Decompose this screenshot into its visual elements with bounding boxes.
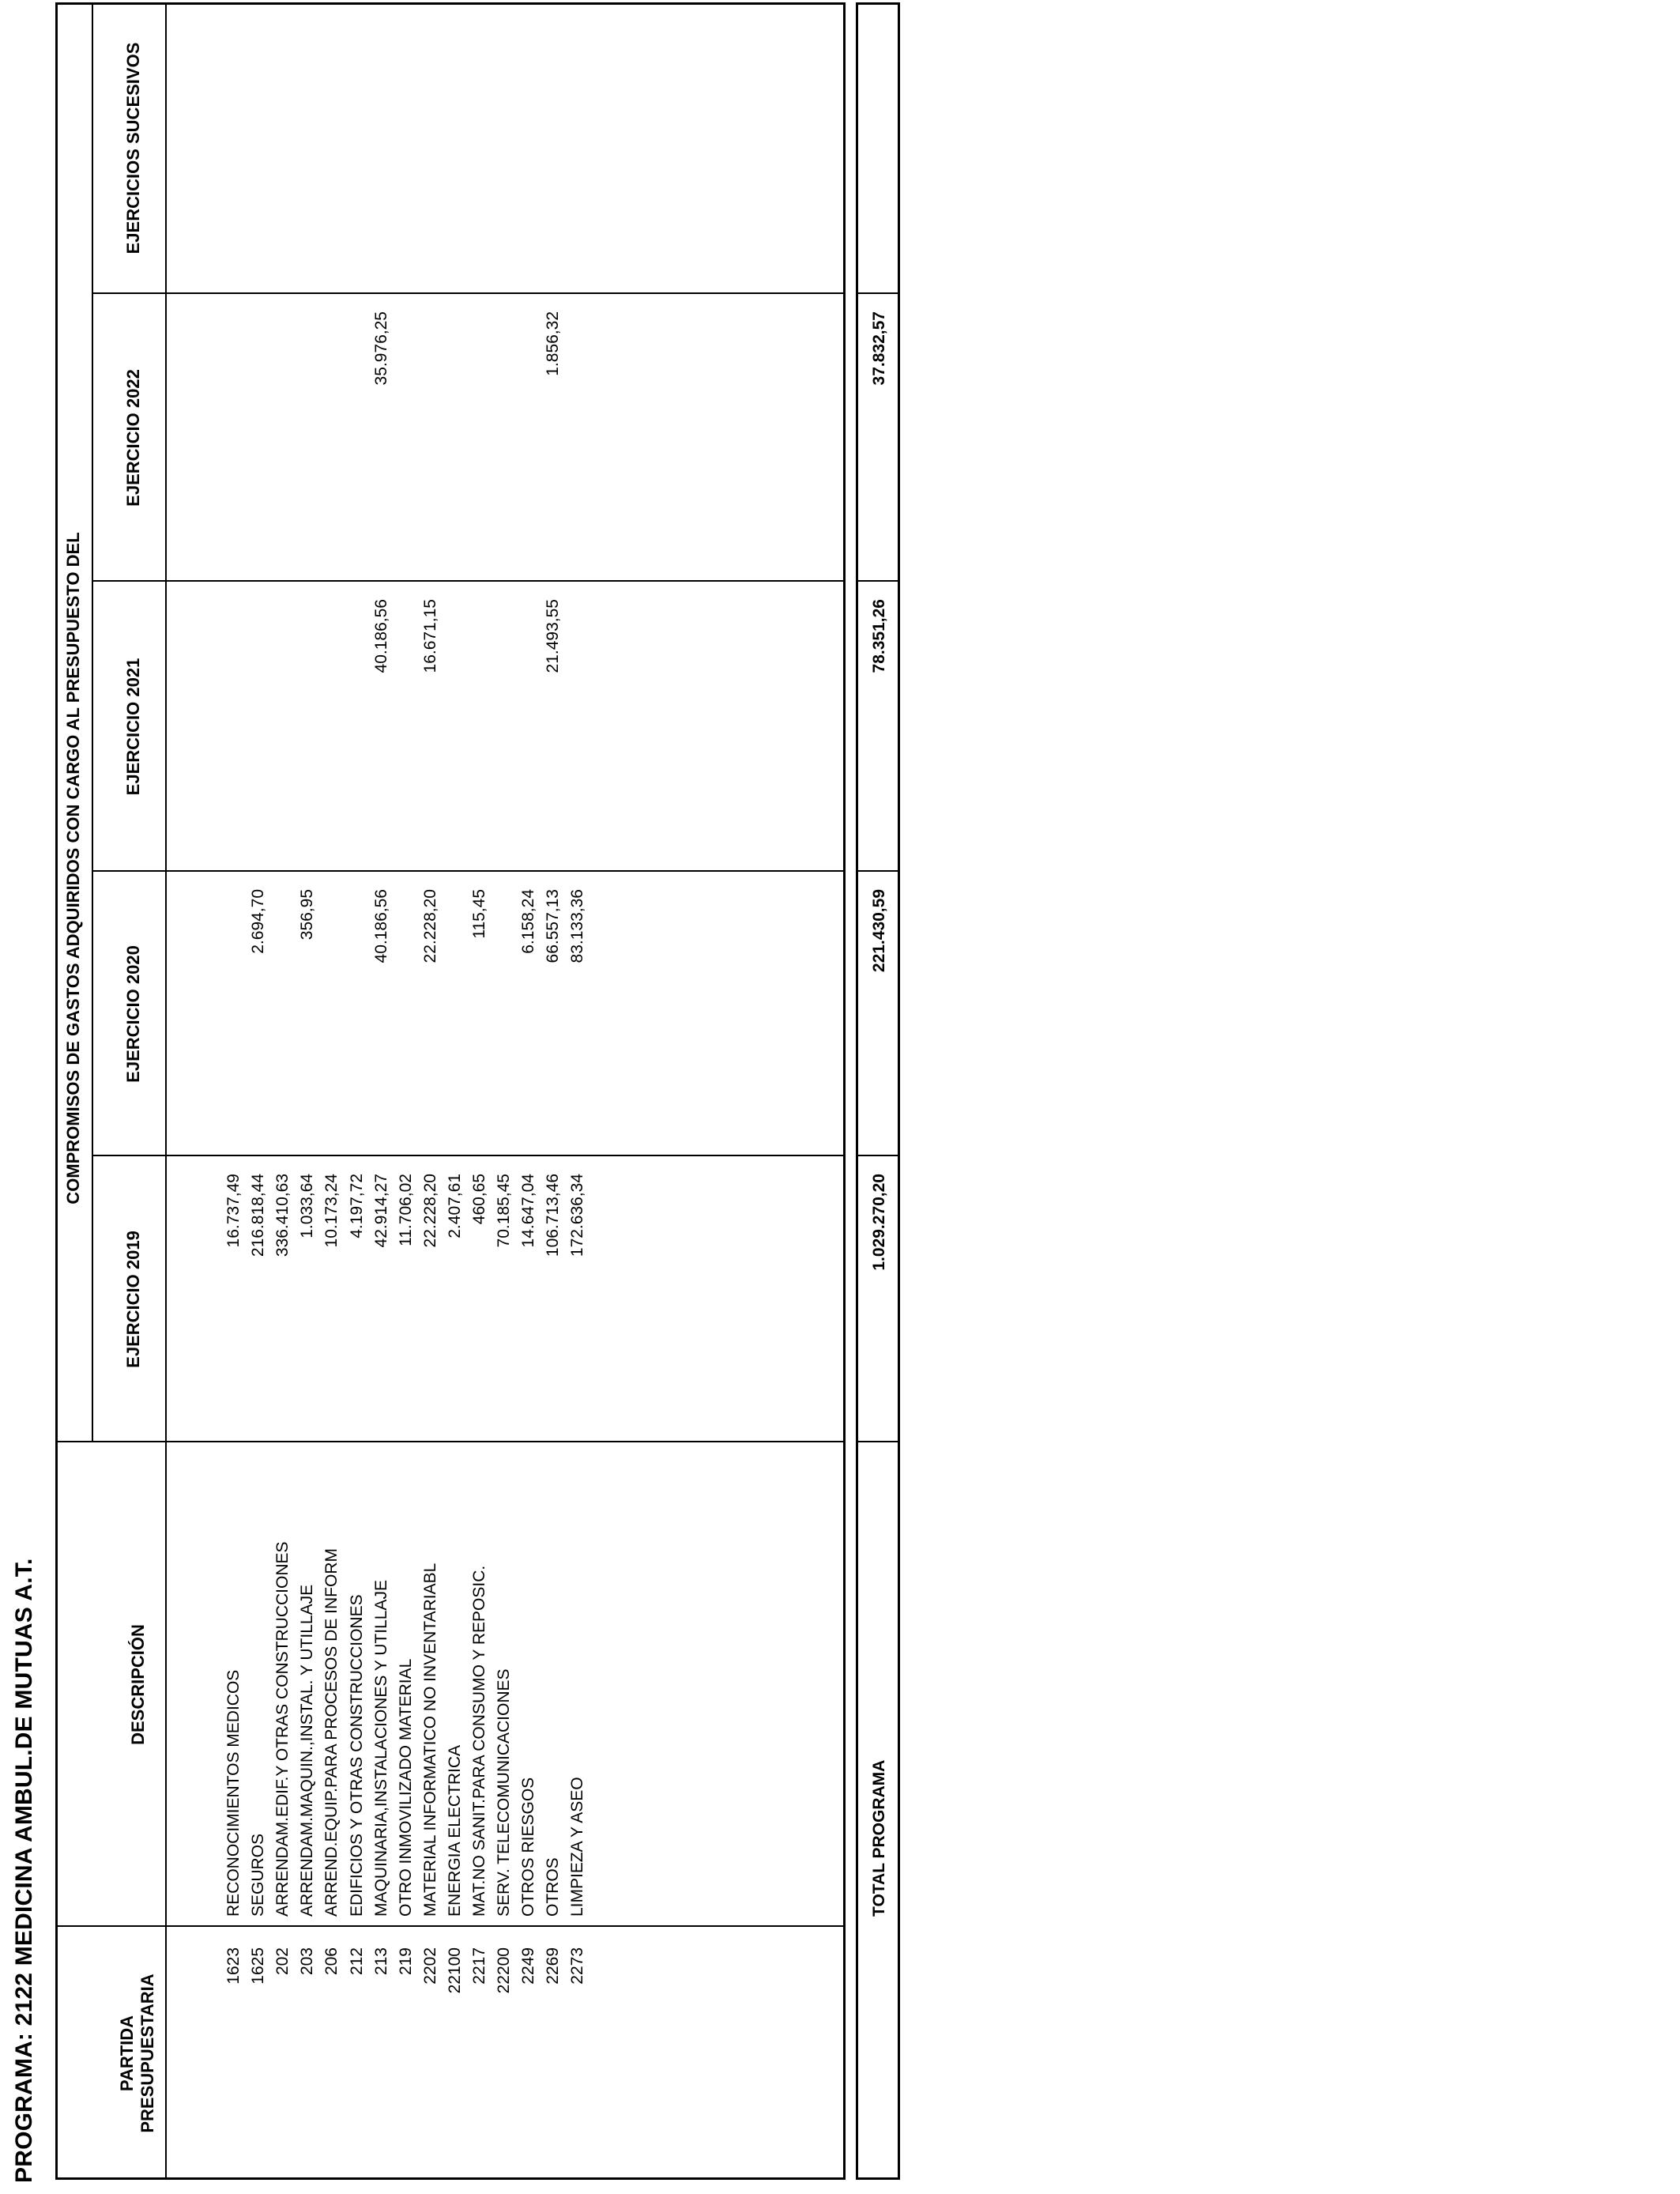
group-header-divider bbox=[92, 2, 93, 1442]
row-descripcion: ARREND.EQUIP.PARA PROCESOS DE INFORM bbox=[322, 1548, 341, 1917]
row-ejercicio-2021: 40.186,56 bbox=[371, 599, 390, 673]
row-ejercicio-2022: 35.976,25 bbox=[371, 311, 390, 386]
row-descripcion: ARRENDAM.EDIF.Y OTRAS CONSTRUCCIONES bbox=[273, 1541, 292, 1917]
row-partida: 22100 bbox=[445, 1947, 464, 1994]
row-ejercicio-2019: 11.706,02 bbox=[396, 1174, 415, 1246]
total-2019: 1.029.270,20 bbox=[870, 1174, 888, 1271]
row-descripcion: MATERIAL INFORMATICO NO INVENTARIABL bbox=[420, 1563, 439, 1917]
row-partida: 2217 bbox=[470, 1947, 488, 1985]
row-partida: 213 bbox=[371, 1947, 390, 1976]
header-ejercicio-2022: EJERCICIO 2022 bbox=[123, 369, 143, 507]
row-ejercicio-2019: 460,65 bbox=[470, 1174, 488, 1225]
col-sep-2020 bbox=[92, 870, 846, 872]
row-descripcion: EDIFICIOS Y OTRAS CONSTRUCCIONES bbox=[347, 1594, 366, 1917]
row-partida: 2249 bbox=[519, 1947, 538, 1985]
row-partida: 219 bbox=[396, 1947, 415, 1976]
row-partida: 202 bbox=[273, 1947, 292, 1976]
row-descripcion: MAQUINARIA,INSTALACIONES Y UTILLAJE bbox=[371, 1580, 390, 1917]
header-ejercicio-2019: EJERCICIO 2019 bbox=[123, 1231, 143, 1368]
row-descripcion: SEGUROS bbox=[249, 1833, 268, 1917]
row-descripcion: ENERGIA ELECTRICA bbox=[445, 1744, 464, 1917]
header-partida-line2: PRESUPUESTARIA bbox=[137, 1973, 157, 2133]
header-ejercicio-2020: EJERCICIO 2020 bbox=[123, 945, 143, 1083]
row-ejercicio-2019: 1.033,64 bbox=[298, 1174, 317, 1238]
page-title: PROGRAMA: 2122 MEDICINA AMBUL.DE MUTUAS A.T. bbox=[11, 1558, 37, 2183]
row-ejercicio-2019: 42.914,27 bbox=[371, 1174, 390, 1248]
row-descripcion: SERV. TELECOMUNICACIONES bbox=[495, 1668, 514, 1917]
row-descripcion: OTRO INMOVILIZADO MATERIAL bbox=[396, 1658, 415, 1917]
header-ejercicios-sucesivos: EJERCICIOS SUCESIVOS bbox=[123, 42, 143, 254]
total-sep-2022 bbox=[856, 292, 900, 294]
row-ejercicio-2019: 4.197,72 bbox=[347, 1174, 366, 1238]
row-ejercicio-2022: 1.856,32 bbox=[544, 311, 563, 376]
total-2022: 37.832,57 bbox=[870, 311, 888, 386]
row-ejercicio-2021: 21.493,55 bbox=[544, 599, 563, 673]
row-partida: 212 bbox=[347, 1947, 366, 1976]
total-label: TOTAL PROGRAMA bbox=[870, 1759, 888, 1917]
row-ejercicio-2019: 216.818,44 bbox=[249, 1174, 268, 1257]
row-ejercicio-2020: 66.557,13 bbox=[544, 889, 563, 963]
header-ejercicio-2021: EJERCICIO 2021 bbox=[123, 658, 143, 796]
row-ejercicio-2019: 10.173,24 bbox=[322, 1174, 341, 1248]
row-partida: 206 bbox=[322, 1947, 341, 1976]
row-ejercicio-2019: 2.407,61 bbox=[445, 1174, 464, 1238]
row-ejercicio-2019: 106.713,46 bbox=[544, 1174, 563, 1257]
header-descripcion: DESCRIPCIÓN bbox=[128, 1624, 148, 1745]
col-sep-2022 bbox=[92, 292, 846, 294]
row-descripcion: OTROS bbox=[544, 1857, 563, 1917]
row-ejercicio-2019: 16.737,49 bbox=[224, 1174, 243, 1248]
row-partida: 2273 bbox=[568, 1947, 587, 1985]
row-ejercicio-2020: 115,45 bbox=[470, 889, 488, 939]
row-descripcion: RECONOCIMIENTOS MEDICOS bbox=[224, 1669, 243, 1917]
row-partida: 22200 bbox=[495, 1947, 514, 1994]
row-ejercicio-2020: 6.158,24 bbox=[519, 889, 538, 954]
row-ejercicio-2019: 70.185,45 bbox=[495, 1174, 514, 1248]
row-ejercicio-2020: 356,95 bbox=[298, 889, 317, 941]
row-ejercicio-2020: 22.228,20 bbox=[420, 889, 439, 963]
header-partida-line1: PARTIDA bbox=[117, 2015, 137, 2092]
row-descripcion: OTROS RIESGOS bbox=[519, 1777, 538, 1917]
row-partida: 1625 bbox=[249, 1947, 268, 1985]
header-compromisos: COMPROMISOS DE GASTOS ADQUIRIDOS CON CARGO AL PRESUPUESTO DEL bbox=[63, 532, 83, 1204]
total-2021: 78.351,26 bbox=[870, 599, 888, 673]
row-ejercicio-2019: 14.647,04 bbox=[519, 1174, 538, 1248]
row-partida: 203 bbox=[298, 1947, 317, 1976]
row-descripcion: ARRENDAM.MAQUIN.,INSTAL. Y UTILLAJE bbox=[298, 1584, 317, 1917]
row-partida: 2269 bbox=[544, 1947, 563, 1985]
row-ejercicio-2020: 2.694,70 bbox=[249, 889, 268, 954]
col-sep-2019 bbox=[92, 1155, 846, 1156]
row-ejercicio-2019: 172.636,34 bbox=[568, 1174, 587, 1257]
row-partida: 1623 bbox=[224, 1947, 243, 1985]
row-ejercicio-2021: 16.671,15 bbox=[420, 599, 439, 673]
row-ejercicio-2019: 22.228,20 bbox=[420, 1174, 439, 1248]
row-descripcion: LIMPIEZA Y ASEO bbox=[568, 1777, 587, 1917]
header-divider bbox=[165, 2, 167, 2180]
col-sep-partida bbox=[55, 1925, 846, 1927]
row-ejercicio-2020: 83.133,36 bbox=[568, 889, 587, 963]
row-ejercicio-2019: 336.410,63 bbox=[273, 1174, 292, 1257]
total-2020: 221.430,59 bbox=[870, 889, 888, 973]
row-ejercicio-2020: 40.186,56 bbox=[371, 889, 390, 963]
row-partida: 2202 bbox=[420, 1947, 439, 1985]
col-sep-2021 bbox=[92, 580, 846, 582]
row-descripcion: MAT.NO SANIT.PARA CONSUMO Y REPOSIC. bbox=[470, 1565, 488, 1917]
